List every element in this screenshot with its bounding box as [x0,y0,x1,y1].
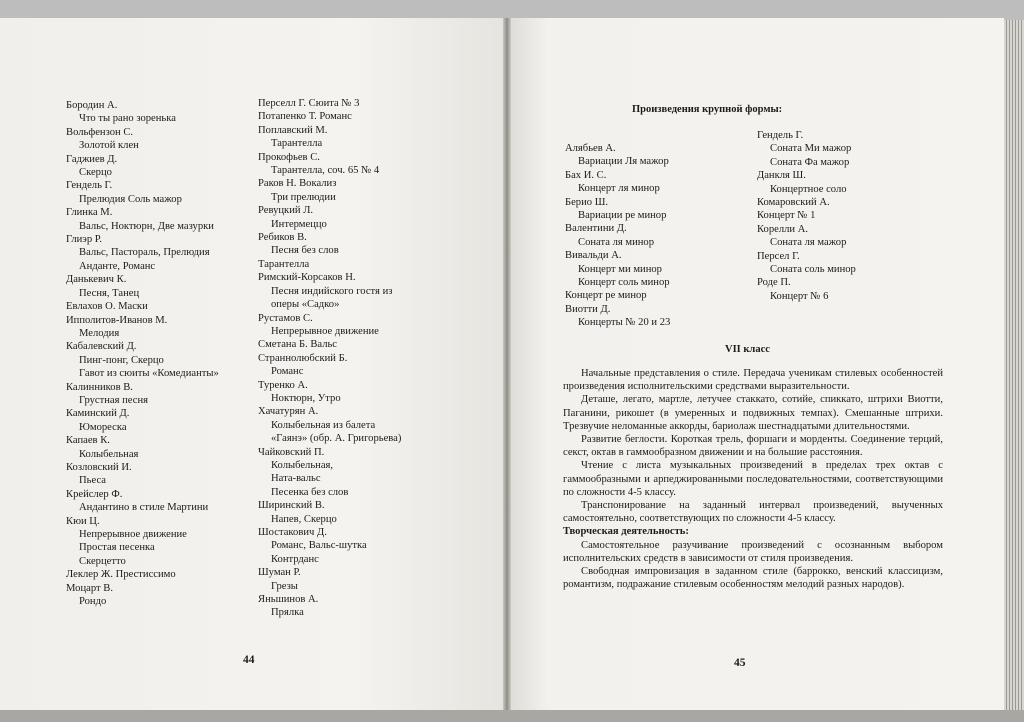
work-title: Что ты рано зоренька [79,113,176,125]
composer-entry: Гендель Г. [66,180,113,192]
composer-entry: Каминский Д. [66,408,130,420]
page-number-right: 45 [734,657,746,669]
composer-entry: Тарантелла [258,258,310,270]
right-column-2 [757,129,856,303]
composer-entry: Прокофьев С. [258,151,320,163]
work-title: Ноктюрн, Утро [271,392,341,404]
work-title: Концерты № 20 и 23 [578,317,671,329]
work-title: Прялка [271,607,304,619]
creative-heading: Творческая деятельность: [563,526,689,538]
right-column-1 [565,142,670,330]
work-title: Концерт № 6 [770,290,829,302]
work-title: Контрданс [271,553,319,565]
class-description [563,367,943,591]
composer-entry: Шуман Р. [258,567,301,579]
work-title: Грезы [271,580,298,592]
work-title: Песенка без слов [271,486,349,498]
paragraph: Транспонирование на заданный интервал произведений, выученных самостоятельно, соответствующих по сложности 4-5 классу. [563,500,943,525]
composer-entry: Корелли А. [757,223,809,235]
work-title: Юмореска [79,421,127,433]
composer-entry: Римский-Корсаков Н. [258,272,356,284]
work-title: Золотой клен [79,140,139,152]
composer-entry: Леклер Ж. Престиссимо [66,569,176,581]
work-title: Анданте, Романс [79,260,156,272]
class-heading: VII класс [725,344,770,355]
work-title: Гавот из сюиты «Комедианты» [79,368,219,380]
composer-entry: Валентини Д. [565,223,627,235]
page-number-left: 44 [243,654,255,666]
paragraph-list [563,367,943,525]
work-title: Андантино в стиле Мартини [79,502,209,514]
work-title: Концерт ми минор [578,263,662,275]
composer-entry: Раков Н. Вокализ [258,178,337,190]
composer-entry: Роде П. [757,277,791,289]
work-title: Соната соль минор [770,264,856,276]
work-title: Песня индийского гостя из [271,285,393,297]
composer-entry: Кабалевский Д. [66,341,137,353]
right-page [508,18,1004,712]
composer-entry: Капаев К. [66,435,110,447]
left-column-2 [258,97,401,620]
composer-entry: Данкля Ш. [757,170,806,182]
work-title: Вальс, Ноктюрн, Две мазурки [79,220,214,232]
work-title: Пинг-понг, Скерцо [79,354,164,366]
composer-entry: Рустамов С. [258,312,313,324]
work-title: Концерт соль минор [578,277,670,289]
work-title: Соната ля минор [578,236,655,248]
composer-entry: Персел Г. [757,250,800,262]
composer-entry: Поплавский М. [258,124,328,136]
composer-entry: Ипполитов-Иванов М. [66,314,168,326]
work-title: Мелодия [79,327,120,339]
work-title: Три прелюдии [271,191,336,203]
paragraph: Развитие беглости. Короткая трель, форшаги и морденты. Соединение терций, секст, октав в гаммообразном движении и на большие расстояния. [563,434,943,459]
composer-entry: Козловский И. [66,461,132,473]
composer-entry: Сметана Б. Вальс [258,339,338,351]
composer-entry: Концерт № 1 [757,210,816,222]
work-title: Рондо [79,596,107,608]
work-title: Пьеса [79,475,106,487]
book-bottom-edge [0,710,1024,722]
composer-entry: Вивальди А. [565,250,622,262]
composer-entry: Данькевич К. [66,274,127,286]
composer-entry: Гендель Г. [757,130,804,141]
work-title: Романс, Вальс-шутка [271,540,367,552]
work-title: Романс [271,366,304,378]
work-title: Вариации Ля мажор [578,156,669,168]
creative-paragraph-list [563,539,943,592]
work-title: Вариации ре минор [578,210,667,222]
composer-entry: Ширинский В. [258,500,325,512]
work-title: Скерцетто [79,555,126,567]
work-title: «Гаянэ» (обр. А. Григорьева) [271,433,402,445]
composer-entry: Чайковский П. [258,446,325,458]
composer-entry: Вольфензон С. [66,126,134,138]
paragraph: Начальные представления о стиле. Передача ученикам стилевых особенностей произведения исполнительскими средствами выразительности. [563,368,943,393]
composer-entry: Туренко А. [258,379,308,391]
left-column-1 [66,99,219,608]
composer-entry: Гаджиев Д. [66,153,118,165]
composer-entry: Глинка М. [66,207,113,219]
composer-entry: Шостакович Д. [258,527,327,538]
work-title: Песня без слов [271,245,339,257]
composer-entry: Виотти Д. [565,303,611,315]
composer-entry: Страннолюбский Б. [258,352,348,364]
work-title: Непрерывное движение [79,529,187,540]
large-form-heading: Произведения крупной формы: [632,104,783,115]
work-title: Колыбельная [79,448,139,460]
composer-entry: Крейслер Ф. [66,488,123,500]
composer-entry: Перселл Г. Сюита № 3 [258,98,360,109]
composer-entry: Хачатурян А. [258,406,319,418]
composer-entry: Евлахов О. Маски [66,301,148,313]
work-title: Колыбельная, [271,459,334,471]
composer-entry: Алябьев А. [565,143,616,154]
composer-entry: Калинников В. [66,381,133,393]
work-title: Соната ля мажор [770,237,847,249]
composer-entry: Концерт ре минор [565,290,647,302]
book-gutter [503,18,511,712]
composer-entry: Кюи Ц. [66,515,100,527]
composer-entry: Комаровский А. [757,197,830,209]
work-title: Концертное соло [770,183,847,195]
paragraph: Свободная импровизация в заданном стиле (баррокко, венский классицизм, романтизм, подражание стилевым особенностям мелодий разных народов). [563,566,943,591]
work-title: Простая песенка [79,542,155,554]
paragraph: Самостоятельное разучивание произведений с осознанным выбором исполнительских средств в зависимости от стиля произведения. [563,539,943,564]
work-title: Соната Фа мажор [770,156,850,168]
work-title: Непрерывное движение [271,325,379,337]
composer-entry: Яньшинов А. [258,594,319,606]
paragraph: Деташе, легато, мартле, летучее стаккато, сотийе, спиккато, штрихи Виотти, Паганини, рикошет (в умеренных и подвижных темпах). Смешанные штрихи. Трезвучие неломанные аккорды, бариолаж шестнадцатыми длительностями. [563,394,943,432]
composer-entry: Потапенко Т. Романс [258,111,352,123]
work-title: Прелюдия Соль мажор [79,193,182,205]
work-title: Ната-вальс [271,473,321,485]
work-title: Вальс, Пастораль, Прелюдия [79,247,210,259]
work-title: Колыбельная из балета [271,419,376,431]
work-title: Соната Ми мажор [770,143,852,155]
composer-entry: Глиэр Р. [66,234,102,246]
work-title: Грустная песня [79,394,149,406]
work-title: Песня, Танец [79,287,140,299]
work-title: Тарантелла [271,138,323,150]
work-title: оперы «Садко» [271,299,340,311]
work-title: Напев, Скерцо [271,513,337,525]
composer-entry: Ревуцкий Л. [258,205,314,217]
paragraph: Чтение с листа музыкальных произведений в пределах трех октав с гаммообразными и арпеджированными последовательностями, соответствующими по сложности 4-5 классу. [563,460,943,498]
composer-entry: Моцарт В. [66,582,113,594]
composer-entry: Берио Ш. [565,196,609,208]
work-title: Концерт ля минор [578,183,660,195]
composer-entry: Бах И. С. [565,169,607,181]
work-title: Интермеццо [271,218,327,230]
composer-entry: Ребиков В. [258,232,307,244]
page-stack-edge [1004,20,1024,710]
composer-entry: Бородин А. [66,100,118,111]
work-title: Тарантелла, соч. 65 № 4 [271,165,380,177]
work-title: Скерцо [79,167,112,179]
